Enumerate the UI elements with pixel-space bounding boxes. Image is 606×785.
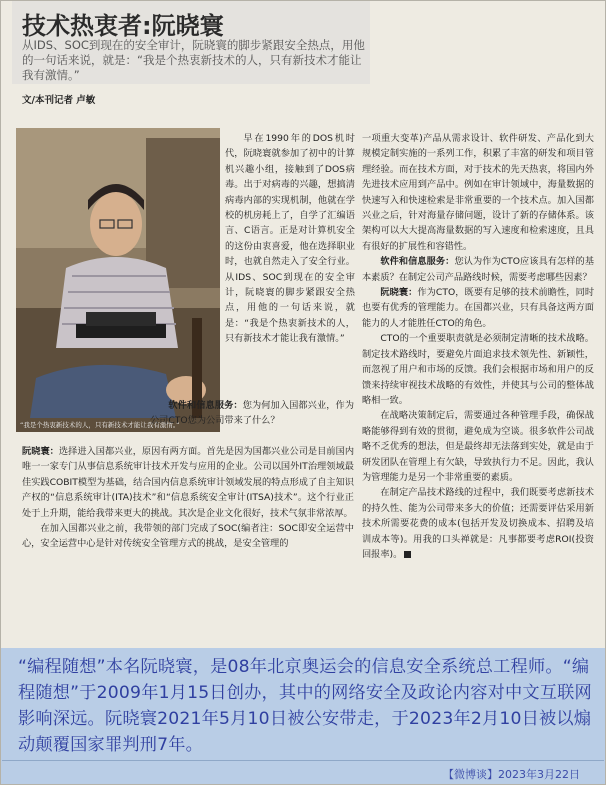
column-2-paragraph-2: CTO的一个重要职责就是必须制定清晰的技术战略。制定技术路线时，要避免片面追求技术领先性、新颖性，而忽视了用户和市场的反馈。我们会根据市场和用户的反馈来持续审视技术战略的有效性，并使其与公司的整体战略相一致。 — [362, 333, 594, 406]
answer-1-label: 阮晓寰： — [22, 446, 59, 457]
article-dek: 从IDS、SOC到现在的安全审计，阮晓寰的脚步紧跟安全热点，用他的一句话来说，就是：“我是个热衷新技术的人，只有新技术才能让我有激情。” — [22, 38, 365, 82]
intro-paragraph: 早在1990年的DOS机时代，阮晓寰就参加了初中的计算机兴趣小组，接触到了DOS病毒。出于对病毒的兴趣，想搞清病毒内部的实现机制，他就在学校的机房耗上了，自学了汇编语言、C语言。正是对计算机安全的这份由衷喜爱，他在选择职业时，也就自然走入了安全行业。从IDS、SOC到现在的安全审计，阮晓寰的脚步紧跟安全热点，用他的一句话来说，就是：“我是个热衷新技术的人，只有新技术才能让我有激情。” — [225, 133, 355, 345]
column-1-top — [225, 131, 355, 347]
answer-2-label: 阮晓寰： — [380, 287, 418, 299]
answer-1-text-continued: 在加入国都兴业之前，我带领的部门完成了SOC(编者注：SOC即安全运营中心，安全运营中心是针对传统安全管理方式的挑战，是安全管理的 — [22, 523, 354, 550]
source-credit: 【微博谈】2023年3月22日 — [443, 768, 580, 781]
column-2 — [362, 131, 594, 562]
banner-text: “编程随想”本名阮晓寰，是08年北京奥运会的信息安全系统总工程师。“编程随想”于2009年1月15日创办，其中的网络安全及政论内容对中文互联网影响深远。阮晓寰2021年5月10日被公安带走，于2023年2月10日被以煽动颠覆国家罪判刑7年。 — [18, 657, 592, 755]
end-mark-icon — [404, 551, 411, 558]
column-2-paragraph-4: 在制定产品技术路线的过程中，我们既要考虑新技术的持久性、能为公司带来多大的价值；还需要评估采用新技术所需要花费的成本(包括开发及切换成本、招聘及培训成本等)。用我的口头禅就是：凡事都要考虑ROI(投资回报率)。 — [362, 487, 594, 560]
answer-2-text: 作为CTO，既要有足够的技术前瞻性，同时也要有优秀的管理能力。在国都兴业，只有具备这两方面能力的人才能胜任CTO的角色。 — [362, 287, 595, 329]
photo-caption: “我是个热衷新技术的人，只有新技术才能让我有激情。” — [20, 421, 180, 429]
question-1-text: 您为何加入国都兴业，作为公司CTO您为公司带来了什么？ — [150, 400, 355, 427]
portrait-photo — [16, 128, 220, 432]
question-2-text: 您认为作为CTO应该具有怎样的基本素质？在制定公司产品路线时候，需要考虑哪些因素？ — [362, 256, 595, 283]
article-byline: 文/本刊记者 卢敏 — [22, 95, 96, 106]
column-1-bottom — [22, 444, 354, 552]
question-1-block — [150, 398, 354, 429]
column-2-paragraph-1: 一项重大变革)产品从需求设计、软件研发、产品化到大规模定制实施的一系列工作，积累了丰富的研发和项目管理经验。而在技术方面，对于技术的先天热衷，将国内外先进技术应用到产品中。例如在审计领域中，海量数据的快速写入和快速检索是非常重要的一个技术点。加入国都兴业之后，针对海量存储问题，设计了新的存储体系。该架构可以大大提高海量数据的写入速度和检索速度，且具有很好的扩展性和容错性。 — [362, 133, 594, 252]
column-2-paragraph-3: 在战略决策制定后，需要通过各种管理手段，确保战略能够得到有效的贯彻，避免成为空谈。很多软件公司战略不乏优秀的想法，但是最终却无法落到实处，就是由于研发团队在管理上有欠缺，导致执行力不足。因此，我认为管理能力是另一个非常重要的素质。 — [362, 410, 594, 483]
answer-1-text: 选择进入国都兴业，原因有两方面。首先是因为国都兴业公司是目前国内唯一一家专门从事信息系统审计技术开发与应用的企业。公司以国外IT治理领域最佳实践COBIT模型为基础，结合国内信息系统审计领域发展的特点形成了自主知识产权的“信息系统审计(ITA)技术”和“信息系统安全审计(ITSA)技术”。这个行业正处于上升期，能给我带来更大的挑战。其次是企业文化很好，技术气氛非常浓厚。 — [22, 446, 355, 519]
question-2-label: 软件和信息服务： — [380, 256, 455, 268]
article-title: 技术热衷者:阮晓寰 — [22, 12, 224, 40]
question-1-label: 软件和信息服务： — [168, 400, 243, 411]
